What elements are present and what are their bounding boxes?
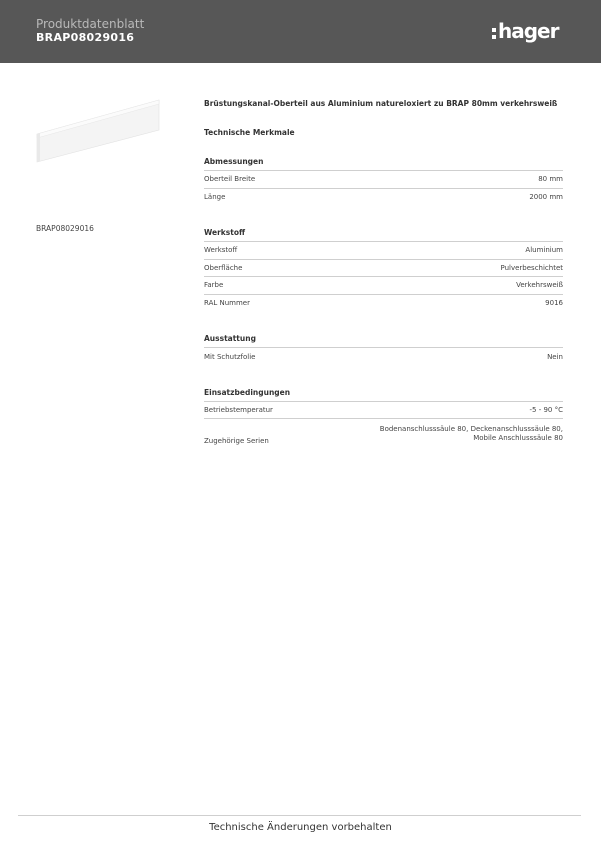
section-title: Einsatzbedingungen [204,388,563,402]
section-material [204,228,563,312]
footer-divider [18,815,581,816]
spec-label: Mit Schutzfolie [204,352,256,361]
spec-row [204,277,563,295]
spec-label: RAL Nummer [204,299,250,308]
spec-value: Pulverbeschichtet [500,263,563,272]
product-title: Brüstungskanal-Oberteil aus Aluminium natureloxiert zu BRAP 80mm verkehrsweiß [204,99,558,108]
spec-label: Oberteil Breite [204,175,256,184]
section-title: Werkstoff [204,228,563,242]
section-title: Ausstattung [204,334,563,348]
spec-label: Werkstoff [204,246,238,255]
spec-label: Farbe [204,281,224,290]
product-details [204,99,563,447]
spec-row [204,295,563,313]
logo-wordmark: hager [498,19,559,43]
footer-disclaimer: Technische Änderungen vorbehalten [209,822,392,833]
spec-value: Verkehrsweiß [516,281,563,290]
spec-row [204,402,563,420]
spec-row [204,419,563,447]
section-equipment [204,334,563,366]
spec-label: Oberfläche [204,263,243,272]
logo-dots-icon [492,28,496,39]
spec-row [204,242,563,260]
spec-row [204,171,563,189]
section-title: Abmessungen [204,157,563,171]
spec-label: Länge [204,193,226,202]
spec-row [204,348,563,366]
product-image [34,96,162,164]
spec-value: -5 - 90 °C [529,405,563,414]
spec-value: Aluminium [525,246,563,255]
hager-logo [492,17,558,45]
product-code: BRAP08029016 [36,224,94,233]
document-header [0,0,601,63]
document-type: Produktdatenblatt [36,17,145,31]
technical-features-heading: Technische Merkmale [204,128,295,137]
spec-sections [204,157,563,447]
section-dimensions [204,157,563,206]
spec-value: 2000 mm [529,193,563,202]
document-code: BRAP08029016 [36,31,135,44]
spec-label: Betriebstemperatur [204,405,273,414]
spec-value [380,425,563,444]
spec-value-line: Bodenanschlusssäule 80, Deckenanschlusssäule 80, [379,424,563,433]
section-operating-conditions [204,388,563,448]
spec-value: 9016 [545,299,563,308]
spec-value-line: Mobile Anschlusssäule 80 [473,434,563,442]
spec-value: 80 mm [538,175,563,184]
spec-label: Zugehörige Serien [204,437,269,445]
spec-row [204,189,563,207]
spec-value: Nein [547,352,563,361]
spec-row [204,260,563,278]
